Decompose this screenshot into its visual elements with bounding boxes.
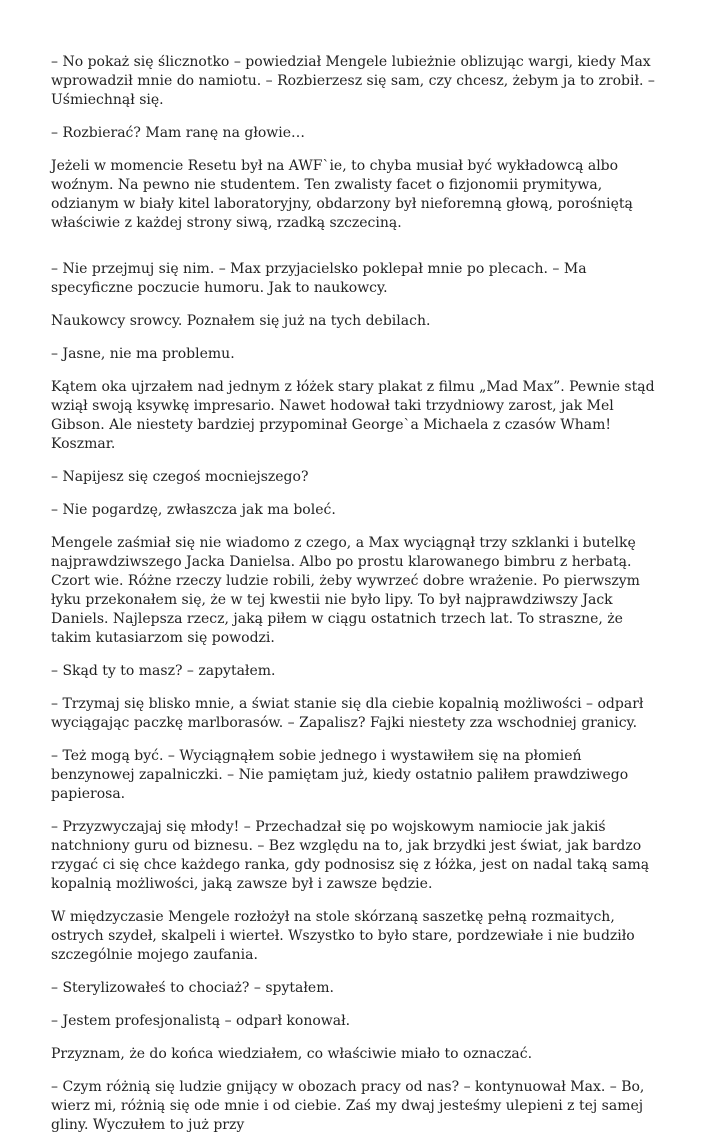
paragraph: Mengele zaśmiał się nie wiadomo z czego, a Max wyciągnął trzy szklanki i butelkę najprawdziwszego Jacka Danielsa. Albo po prostu klarowanego bimbru z herbatą. Czort wie. Różne rzeczy ludzie robili, żeby wywrzeć dobre wrażenie. Po pierwszym łyku przekonałem się, że w tej kwestii nie było lipy. To był najprawdziwszy Jack Daniels. Najlepsza rzecz, jaką piłem w ciągu ostatnich trzech lat. To straszne, że takim kutasiarzom się powodzi. (51, 535, 640, 646)
paragraph: Kątem oka ujrzałem nad jednym z łóżek stary plakat z filmu „Mad Max”. Pewnie stąd wziął swoją ksywkę impresario. Nawet hodował taki trzydniowy zarost, jak Mel Gibson. Ale niestety bardziej przypominał George`a Michaela z czasów Wham! Koszmar. (51, 379, 655, 452)
paragraph: – Jestem profesjonalistą – odparł konował. (51, 1013, 351, 1029)
paragraph: – Trzymaj się blisko mnie, a świat stanie się dla ciebie kopalnią możliwości – odparł wyciągając paczkę marlborasów. – Zapalisz? Fajki niestety zza wschodniej granicy. (51, 696, 644, 731)
paragraph: – Przyzwyczajaj się młody! – Przechadzał się po wojskowym namiocie jak jakiś natchniony guru od biznesu. – Bez względu na to, jak brzydki jest świat, jak bardzo rzygać ci się chce każdego ranka, gdy podnosisz się z łóżka, jest on nadal taką samą kopalnią możliwości, jaką zawsze był i zawsze będzie. (51, 819, 650, 892)
paragraph: – Skąd ty to masz? – zapytałem. (51, 663, 276, 679)
paragraph: – Nie przejmuj się nim. – Max przyjacielsko poklepał mnie po plecach. – Ma specyficzne poczucie humoru. Jak to naukowcy. (51, 261, 587, 296)
paragraph: – Napijesz się czegoś mocniejszego? (51, 469, 309, 485)
paragraph: – Nie pogardzę, zwłaszcza jak ma boleć. (51, 502, 336, 518)
paragraph: – Sterylizowałeś to chociaż? – spytałem. (51, 980, 334, 996)
paragraph: Naukowcy srowcy. Poznałem się już na tych debilach. (51, 313, 431, 329)
paragraph: – Jasne, nie ma problemu. (51, 346, 235, 362)
paragraph: Jeżeli w momencie Resetu był na AWF`ie, to chyba musiał być wykładowcą albo woźnym. Na pewno nie studentem. Ten zwalisty facet o fizjonomii prymitywa, odzianym w biały kitel laboratoryjny, obdarzony był nieforemną głową, porośniętą właściwie z każdej strony siwą, rzadką szczeciną. (51, 158, 633, 231)
paragraph: – Czym różnią się ludzie gnijący w obozach pracy od nas? – kontynuował Max. – Bo, wierz mi, różnią się ode mnie i od ciebie. Zaś my dwaj jesteśmy ulepieni z tej samej gliny. Wyczułem to już przy (51, 1079, 645, 1133)
paragraph: W międzyczasie Mengele rozłożył na stole skórzaną saszetkę pełną rozmaitych, ostrych szydeł, skalpeli i wierteł. Wszystko to było stare, pordzewiałe i nie budziło szczególnie mojego zaufania. (51, 909, 635, 963)
paragraph: – Rozbierać? Mam ranę na głowie… (51, 125, 306, 141)
paragraph: – No pokaż się ślicznotko – powiedział Mengele lubieżnie oblizując wargi, kiedy Max wprowadził mnie do namiotu. – Rozbierzesz się sam, czy chcesz, żebym ja to zrobił. – Uśmiechnął się. (51, 54, 655, 108)
paragraph: – Też mogą być. – Wyciągnąłem sobie jednego i wystawiłem się na płomień benzynowej zapalniczki. – Nie pamiętam już, kiedy ostatnio paliłem prawdziwego papierosa. (51, 748, 629, 802)
paragraph: Przyznam, że do końca wiedziałem, co właściwie miało to oznaczać. (51, 1046, 533, 1062)
